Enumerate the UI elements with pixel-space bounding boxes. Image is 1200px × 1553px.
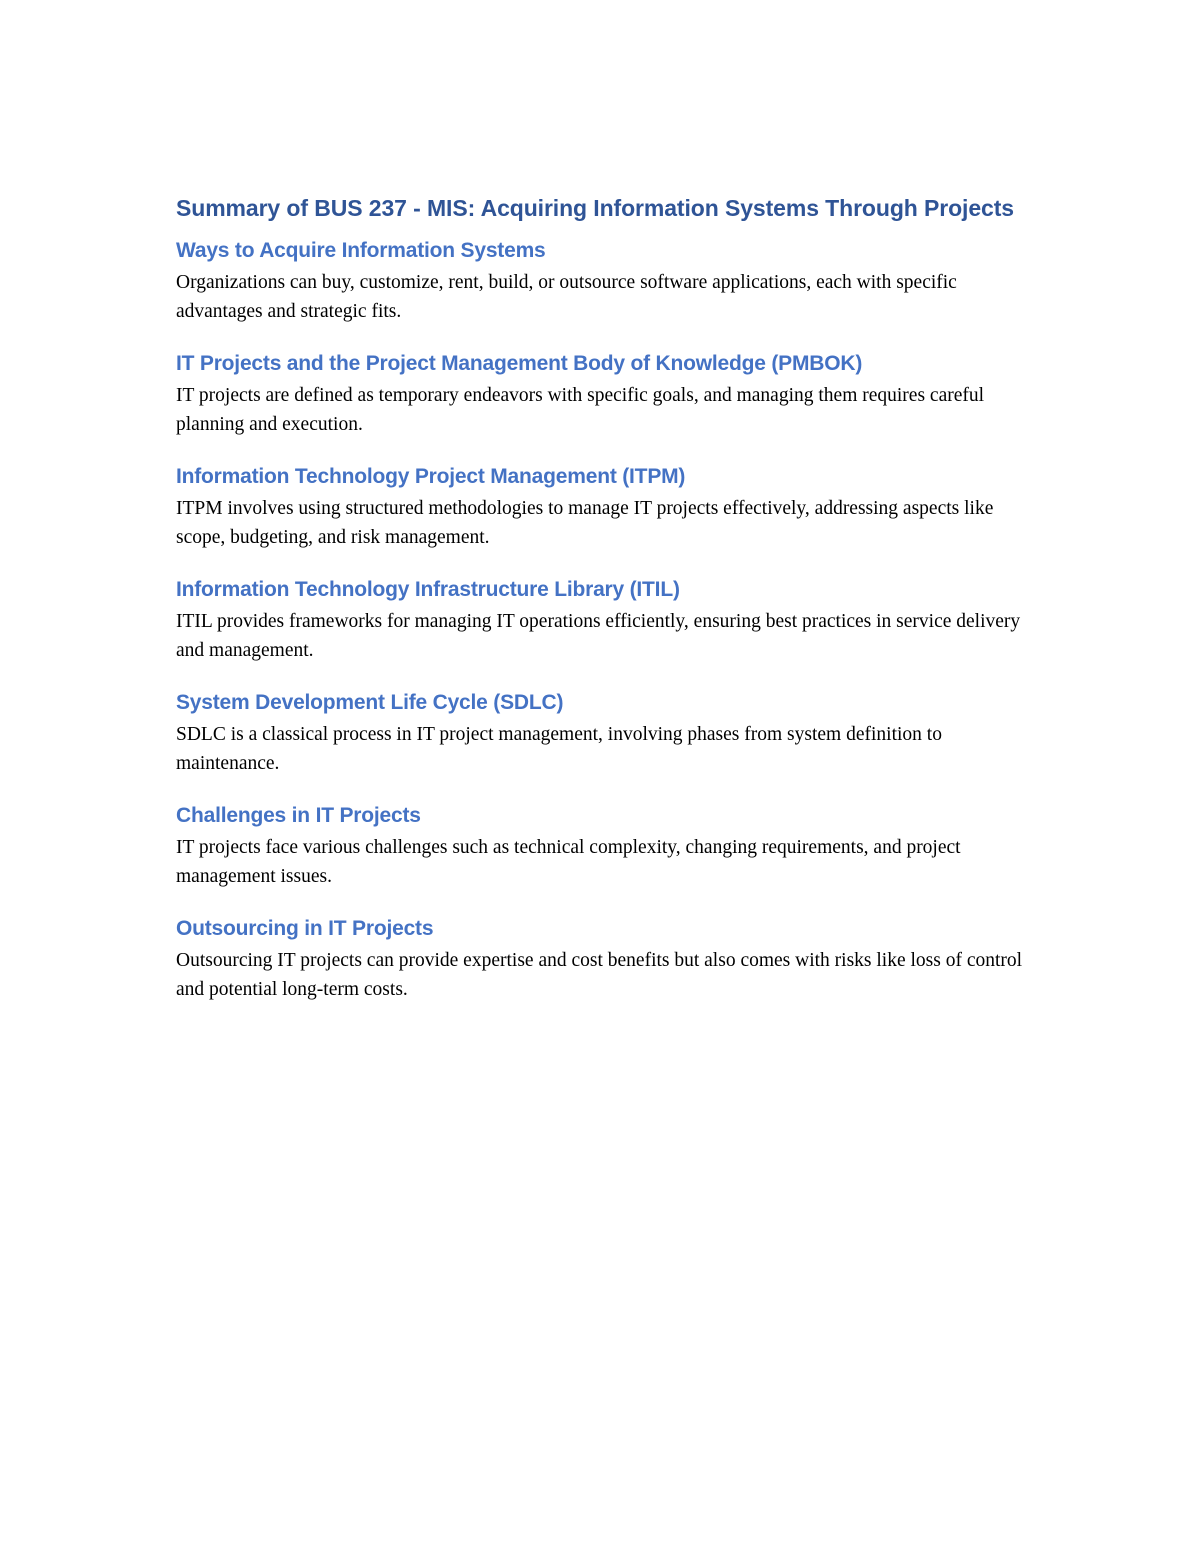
section-body: Outsourcing IT projects can provide expertise and cost benefits but also comes with risks like loss of control and potential long-term costs. [176,950,1023,1000]
section-outsourcing [176,914,1036,1004]
section-body: IT projects face various challenges such as technical complexity, changing requirements, and project management issues. [176,837,961,887]
section-heading: Information Technology Project Management (ITPM) [176,465,686,488]
section-heading: System Development Life Cycle (SDLC) [176,691,564,714]
section-body: SDLC is a classical process in IT project management, involving phases from system definition to maintenance. [176,724,942,774]
section-body: ITIL provides frameworks for managing IT operations efficiently, ensuring best practices in service delivery and management. [176,611,1021,661]
section-body: Organizations can buy, customize, rent, build, or outsource software applications, each with specific advantages and strategic fits. [176,272,957,322]
section-body: IT projects are defined as temporary endeavors with specific goals, and managing them requires careful planning and execution. [176,385,985,435]
section-heading: Information Technology Infrastructure Library (ITIL) [176,578,680,601]
section-heading: IT Projects and the Project Management Body of Knowledge (PMBOK) [176,352,863,375]
section-ways-to-acquire [176,236,1036,326]
section-pmbok [176,349,1036,439]
section-heading: Ways to Acquire Information Systems [176,239,546,262]
section-heading: Challenges in IT Projects [176,804,421,827]
section-sdlc [176,688,1036,778]
section-itpm [176,462,1036,552]
section-itil [176,575,1036,665]
section-body: ITPM involves using structured methodologies to manage IT projects effectively, addressing aspects like scope, budgeting, and risk management. [176,498,994,548]
section-challenges [176,801,1036,891]
document-title: Summary of BUS 237 - MIS: Acquiring Information Systems Through Projects [176,195,1014,221]
document-content [176,188,1036,1027]
section-heading: Outsourcing in IT Projects [176,917,434,940]
